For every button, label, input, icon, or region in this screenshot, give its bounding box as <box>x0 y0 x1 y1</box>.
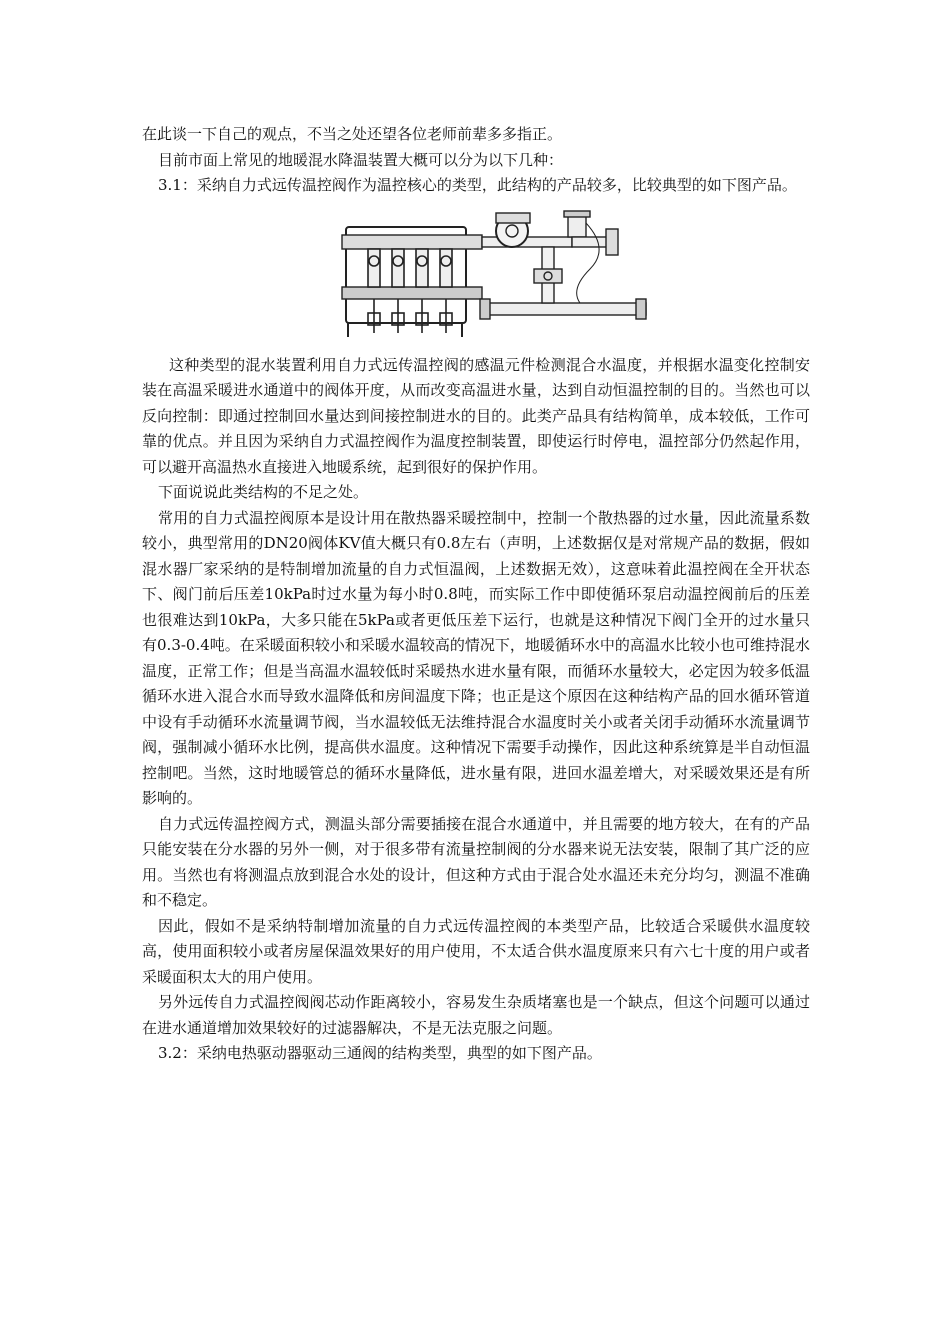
paragraph-section-3-1: 3.1：采纳自力式远传温控阀作为温控核心的类型，此结构的产品较多，比较典型的如下图产品。 <box>158 176 797 194</box>
paragraph-types-heading: 目前市面上常见的地暖混水降温装置大概可以分为以下几种： <box>158 150 564 169</box>
paragraph-valve-analysis: 常用的自力式温控阀原本是设计用在散热器采暖控制中，控制一个散热器的过水量，因此流量系数较小，典型常用的DN20阀体KV值大概只有0.8左右（声明，上述数据仅是对常规产品的数据，假如混水器厂家采纳的是特制增加流量的自力式恒温阀，上述数据无效），这意味着此温控阀在全开状态下、阀门前后压差10kPa时过水量为每小时0.8吨，而实际工作中即使循环泵启动温控阀前后的压差也很难达到10kPa，大多只能在5kPa或者更低压差下运行，也就是这种情况下阀门全开的过水量只有0.3-0.4吨。在采暖面积较小和采暖水温较高的情况下，地暖循环水中的高温水比较小也可维持混水温度，正常工作；但是当高温水温较低时采暖热水进水量有限，而循环水量较大，必定因为较多低温循环水进入混合水而导致水温降低和房间温度下降；也正是这个原因在这种结构产品的回水循环管道中设有手动循环水流量调节阀，当水温较低无法维持混合水温度时关小或者关闭手动循环水流量调节阀，强制减小循环水比例，提高供水温度。这种情况下需要手动操作，因此这种系统算是半自动恒温控制吧。当然，这时地暖管总的循环水量降低，进水量有限，进回水温差增大，对采暖效果还是有所影响的。 <box>142 508 810 807</box>
mixing-manifold-illustration-icon <box>340 209 652 345</box>
document-body <box>142 122 810 1067</box>
paragraph-sensor-installation: 自力式远传温控阀方式，测温头部分需要插接在混合水通道中，并且需要的地方较大，在有的产品只能安装在分水器的另外一侧，对于很多带有流量控制阀的分水器来说无法安装，限制了其广泛的应用。当然也有将测温点放到混合水处的设计，但这种方式由于混合处水温还未充分均匀，测温不准确和不稳定。 <box>142 814 810 909</box>
paragraph-clogging: 另外远传自力式温控阀阀芯动作距离较小，容易发生杂质堵塞也是一个缺点，但这个问题可以通过在进水通道增加效果较好的过滤器解决，不是无法克服之问题。 <box>142 993 810 1037</box>
figure-mixing-manifold <box>142 209 810 345</box>
paragraph-conclusion: 因此，假如不是采纳特制增加流量的自力式远传温控阀的本类型产品，比较适合采暖供水温度较高，使用面积较小或者房屋保温效果好的用户使用，不太适合供水温度原来只有六七十度的用户或者采暖面积太大的用户使用。 <box>142 916 810 986</box>
paragraph-intro: 在此谈一下自己的观点，不当之处还望各位老师前辈多多指正。 <box>142 125 563 143</box>
paragraph-shortcomings-heading: 下面说说此类结构的不足之处。 <box>158 483 369 501</box>
paragraph-section-3-2: 3.2：采纳电热驱动器驱动三通阀的结构类型，典型的如下图产品。 <box>158 1044 602 1062</box>
paragraph-description: 这种类型的混水装置利用自力式远传温控阀的感温元件检测混合水温度，并根据水温变化控制安装在高温采暖进水通道中的阀体开度，从而改变高温进水量，达到自动恒温控制的目的。当然也可以反向控制：即通过控制回水量达到间接控制进水的目的。此类产品具有结构简单，成本较低，工作可靠的优点。并且因为采纳自力式温控阀作为温度控制装置，即使运行时停电，温控部分仍然起作用，可以避开高温热水直接进入地暖系统，起到很好的保护作用。 <box>142 355 810 476</box>
